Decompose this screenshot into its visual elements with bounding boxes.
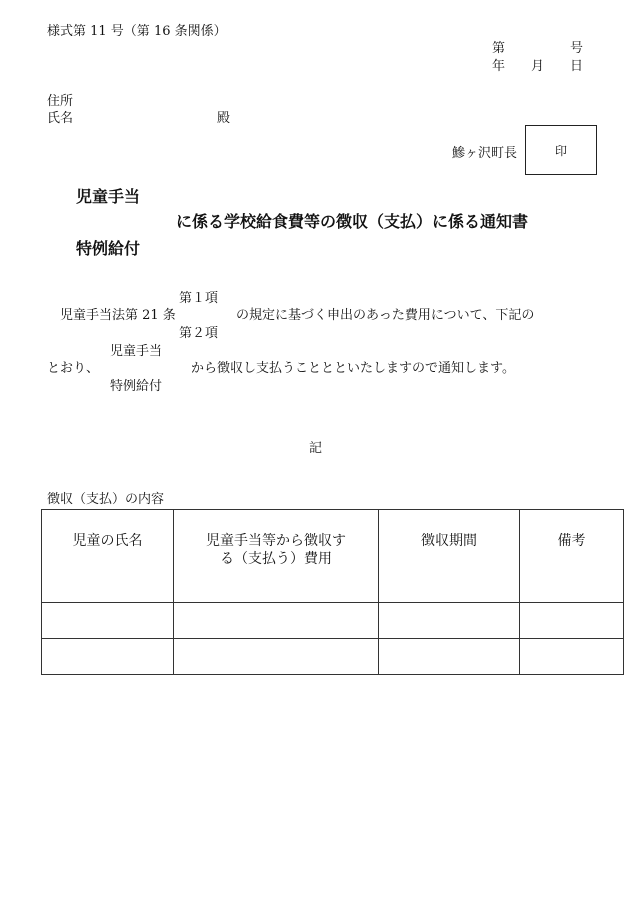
clause-option-2: 第２項 bbox=[179, 326, 219, 341]
name-label: 氏名 bbox=[47, 111, 74, 126]
body-sentence-1: の規定に基づく申出のあった費用について、下記の bbox=[236, 308, 535, 323]
seal-box bbox=[525, 125, 597, 175]
seal-label: 印 bbox=[554, 143, 567, 158]
title-option-2: 特例給付 bbox=[76, 239, 141, 258]
title-option-1: 児童手当 bbox=[76, 187, 141, 206]
ki-heading: 記 bbox=[309, 441, 323, 456]
table-cell[interactable] bbox=[42, 603, 174, 639]
date-year-label: 年 bbox=[492, 59, 506, 74]
table-cell[interactable] bbox=[174, 603, 379, 639]
allowance-option-1: 児童手当 bbox=[110, 344, 163, 359]
table-cell[interactable] bbox=[520, 603, 624, 639]
table-header-row bbox=[42, 510, 624, 603]
issuer-title: 鰺ヶ沢町長 bbox=[452, 146, 518, 161]
table-cell[interactable] bbox=[174, 639, 379, 675]
law-reference: 児童手当法第 21 条 bbox=[60, 308, 176, 323]
clause-option-1: 第１項 bbox=[179, 291, 219, 306]
body-lead: とおり、 bbox=[47, 361, 100, 376]
header-period: 徴収期間 bbox=[379, 510, 520, 603]
date-month-label: 月 bbox=[531, 59, 545, 74]
table-cell[interactable] bbox=[379, 603, 520, 639]
table-cell[interactable] bbox=[520, 639, 624, 675]
header-remarks: 備考 bbox=[520, 510, 624, 603]
table-cell[interactable] bbox=[42, 639, 174, 675]
document-title: に係る学校給食費等の徴収（支払）に係る通知書 bbox=[176, 212, 529, 231]
table-cell[interactable] bbox=[379, 639, 520, 675]
collection-table bbox=[41, 509, 624, 675]
date-day-label: 日 bbox=[570, 59, 584, 74]
header-fee-text: 児童手当等から徴収する（支払う）費用 bbox=[206, 533, 346, 567]
doc-number-suffix: 号 bbox=[570, 41, 584, 56]
form-number-label: 様式第 11 号（第 16 条関係） bbox=[47, 24, 227, 39]
doc-number-prefix: 第 bbox=[492, 41, 506, 56]
honorific: 殿 bbox=[217, 111, 231, 126]
header-fee bbox=[174, 510, 379, 603]
address-label: 住所 bbox=[47, 94, 74, 109]
table-row bbox=[42, 603, 624, 639]
section-heading: 徴収（支払）の内容 bbox=[47, 492, 165, 507]
header-child-name: 児童の氏名 bbox=[42, 510, 174, 603]
body-sentence-2: から徴収し支払うこととといたしますので通知します。 bbox=[191, 361, 515, 376]
table-row bbox=[42, 639, 624, 675]
allowance-option-2: 特例給付 bbox=[110, 379, 163, 394]
